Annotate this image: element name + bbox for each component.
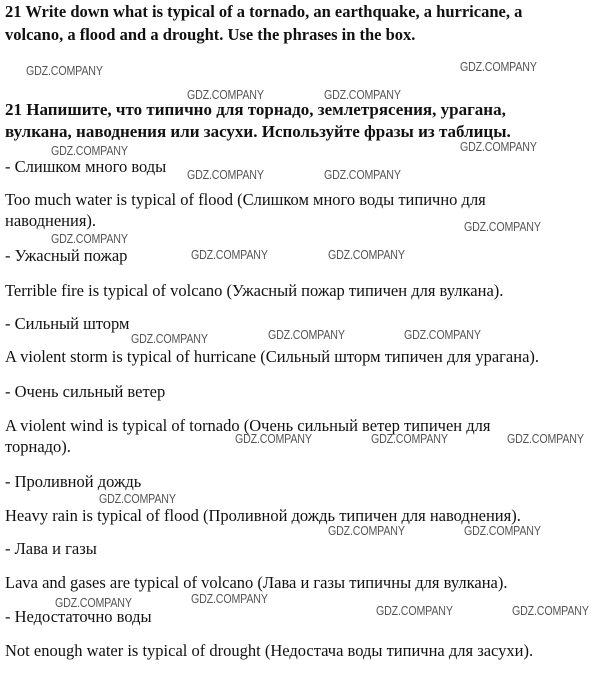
watermark: GDZ.COMPANY xyxy=(512,603,589,618)
watermark: GDZ.COMPANY xyxy=(51,143,128,158)
watermark: GDZ.COMPANY xyxy=(131,331,208,346)
item-prompt-2: - Ужасный пожар xyxy=(5,246,128,265)
watermark: GDZ.COMPANY xyxy=(328,523,405,538)
watermark: GDZ.COMPANY xyxy=(191,247,268,262)
watermark: GDZ.COMPANY xyxy=(55,595,132,610)
task-en-line2: volcano, a flood and a drought. Use the phrases in the box. xyxy=(5,25,416,44)
item-prompt-3: - Сильный шторм xyxy=(5,314,130,333)
watermark: GDZ.COMPANY xyxy=(26,63,103,78)
item-prompt-1: - Слишком много воды xyxy=(5,157,167,176)
watermark: GDZ.COMPANY xyxy=(460,59,537,74)
watermark: GDZ.COMPANY xyxy=(187,87,264,102)
watermark: GDZ.COMPANY xyxy=(235,431,312,446)
item-answer-4: A violent wind is typical of tornado (Очень сильный ветер типичен для xyxy=(5,416,491,435)
item-answer-5: Heavy rain is typical of flood (Проливной дождь типичен для наводнения). xyxy=(5,506,521,525)
item-answer-4-cont: торнадо). xyxy=(5,437,71,456)
watermark: GDZ.COMPANY xyxy=(328,247,405,262)
task-ru-line1: 21 Напишите, что типично для торнадо, землетрясения, урагана, xyxy=(5,100,506,119)
item-prompt-5: - Проливной дождь xyxy=(5,472,142,491)
item-answer-3: A violent storm is typical of hurricane (Сильный шторм типичен для урагана). xyxy=(5,347,540,366)
watermark: GDZ.COMPANY xyxy=(507,431,584,446)
watermark: GDZ.COMPANY xyxy=(371,431,448,446)
watermark: GDZ.COMPANY xyxy=(404,327,481,342)
watermark: GDZ.COMPANY xyxy=(324,167,401,182)
watermark: GDZ.COMPANY xyxy=(464,523,541,538)
watermark: GDZ.COMPANY xyxy=(324,87,401,102)
watermark: GDZ.COMPANY xyxy=(460,139,537,154)
watermark: GDZ.COMPANY xyxy=(376,603,453,618)
watermark: GDZ.COMPANY xyxy=(51,231,128,246)
watermark: GDZ.COMPANY xyxy=(191,591,268,606)
item-answer-2: Terrible fire is typical of volcano (Ужасный пожар типичен для вулкана). xyxy=(5,281,504,300)
task-ru-line2: вулкана, наводнения или засухи. Используйте фразы из таблицы. xyxy=(5,122,511,141)
task-en-line1: 21 Write down what is typical of a tornado, an earthquake, a hurricane, a xyxy=(5,2,523,21)
watermark: GDZ.COMPANY xyxy=(99,491,176,506)
item-prompt-7: - Недостаточно воды xyxy=(5,607,152,626)
watermark: GDZ.COMPANY xyxy=(464,219,541,234)
item-prompt-6: - Лава и газы xyxy=(5,539,97,558)
watermark: GDZ.COMPANY xyxy=(187,167,264,182)
item-answer-7: Not enough water is typical of drought (Недостача воды типична для засухи). xyxy=(5,641,534,660)
watermark: GDZ.COMPANY xyxy=(268,327,345,342)
item-answer-1: Too much water is typical of flood (Слишком много воды типично для xyxy=(5,190,486,209)
item-prompt-4: - Очень сильный ветер xyxy=(5,382,166,401)
item-answer-1-cont: наводнения). xyxy=(5,211,97,230)
item-answer-6: Lava and gases are typical of volcano (Лава и газы типичны для вулкана). xyxy=(5,573,508,592)
